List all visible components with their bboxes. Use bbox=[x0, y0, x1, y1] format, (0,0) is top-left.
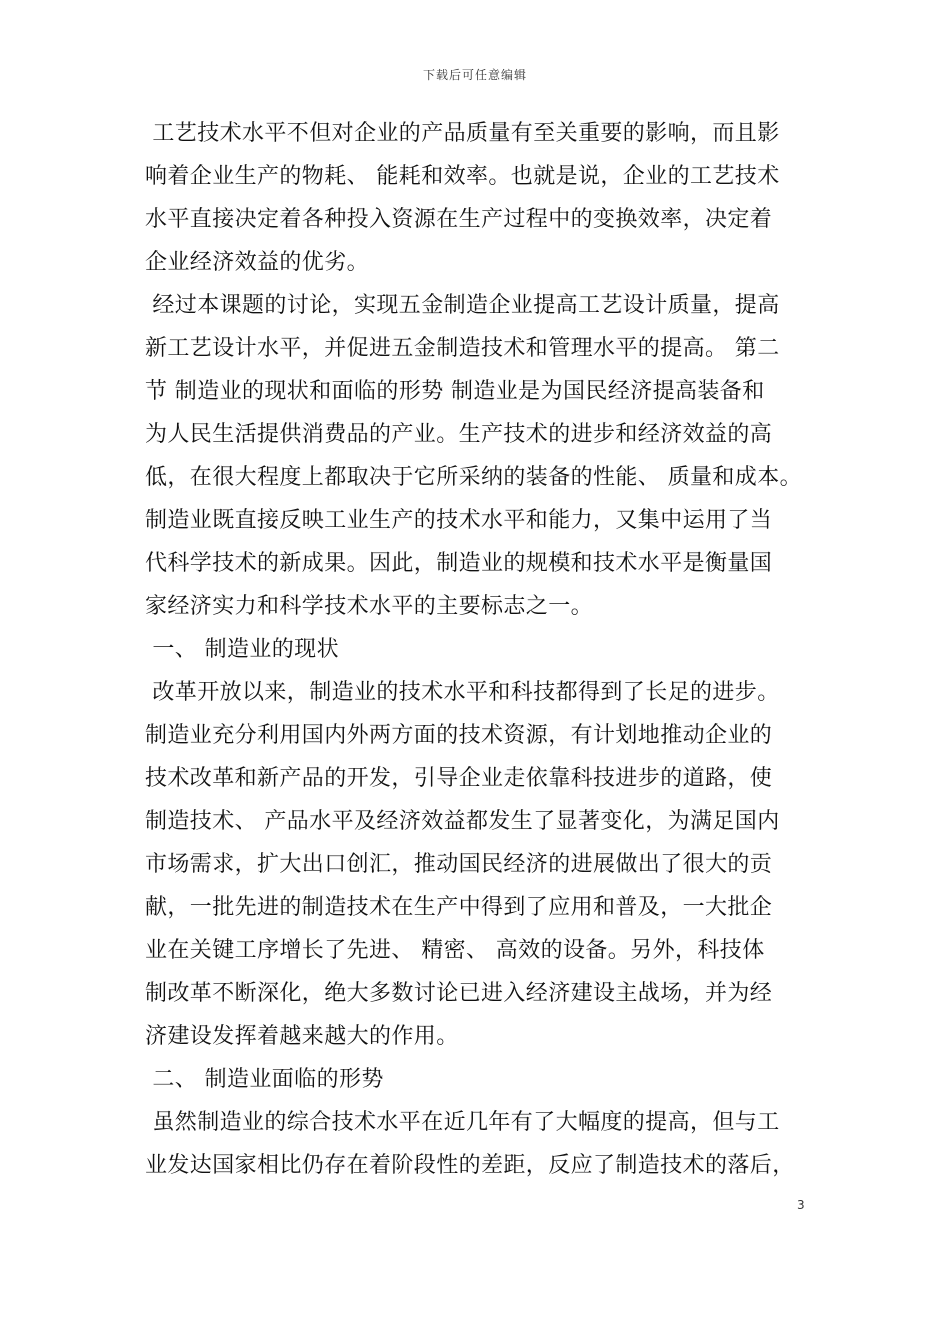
section-heading: 一、 制造业的现状 bbox=[145, 637, 339, 662]
text-line: 业在关键工序增长了先进、 精密、 高效的设备。另外，科技体 bbox=[145, 938, 765, 963]
text-line: 低，在很大程度上都取决于它所采纳的装备的性能、 质量和成本。 bbox=[145, 465, 802, 490]
text-line: 家经济实力和科学技术水平的主要标志之一。 bbox=[145, 594, 594, 619]
text-line: 济建设发挥着越来越大的作用。 bbox=[145, 1024, 459, 1049]
text-line: 经过本课题的讨论，实现五金制造企业提高工艺设计质量，提高 bbox=[145, 293, 780, 318]
text-line: 新工艺设计水平，并促进五金制造技术和管理水平的提高。 第二 bbox=[145, 336, 780, 361]
text-line: 响着企业生产的物耗、 能耗和效率。也就是说，企业的工艺技术 bbox=[145, 164, 780, 189]
text-line: 虽然制造业的综合技术水平在近几年有了大幅度的提高，但与工 bbox=[145, 1110, 780, 1135]
text-line: 市场需求，扩大出口创汇，推动国民经济的进展做出了很大的贡 bbox=[145, 852, 773, 877]
page-number: 3 bbox=[797, 1198, 805, 1212]
text-line: 制造业充分利用国内外两方面的技术资源，有计划地推动企业的 bbox=[145, 723, 773, 748]
text-line: 代科学技术的新成果。因此，制造业的规模和技术水平是衡量国 bbox=[145, 551, 773, 576]
section-heading: 二、 制造业面临的形势 bbox=[145, 1067, 384, 1092]
text-line: 制改革不断深化，绝大多数讨论已进入经济建设主战场，并为经 bbox=[145, 981, 773, 1006]
text-line: 企业经济效益的优劣。 bbox=[145, 250, 370, 275]
text-line: 制造技术、 产品水平及经济效益都发生了显著变化，为满足国内 bbox=[145, 809, 780, 834]
text-line: 制造业既直接反映工业生产的技术水平和能力，又集中运用了当 bbox=[145, 508, 773, 533]
text-line: 工艺技术水平不但对企业的产品质量有至关重要的影响，而且影 bbox=[145, 121, 780, 146]
page-header: 下载后可任意编辑 bbox=[422, 68, 527, 82]
text-line: 技术改革和新产品的开发，引导企业走依靠科技进步的道路，使 bbox=[145, 766, 773, 791]
text-line: 为人民生活提供消费品的产业。生产技术的进步和经济效益的高 bbox=[145, 422, 773, 447]
text-line: 献，一批先进的制造技术在生产中得到了应用和普及，一大批企 bbox=[145, 895, 773, 920]
text-line: 节 制造业的现状和面临的形势 制造业是为国民经济提高装备和 bbox=[145, 379, 765, 404]
text-line: 业发达国家相比仍存在着阶段性的差距，反应了制造技术的落后， bbox=[145, 1153, 795, 1178]
text-line: 水平直接决定着各种投入资源在生产过程中的变换效率，决定着 bbox=[145, 207, 773, 232]
text-line: 改革开放以来，制造业的技术水平和科技都得到了长足的进步。 bbox=[145, 680, 780, 705]
